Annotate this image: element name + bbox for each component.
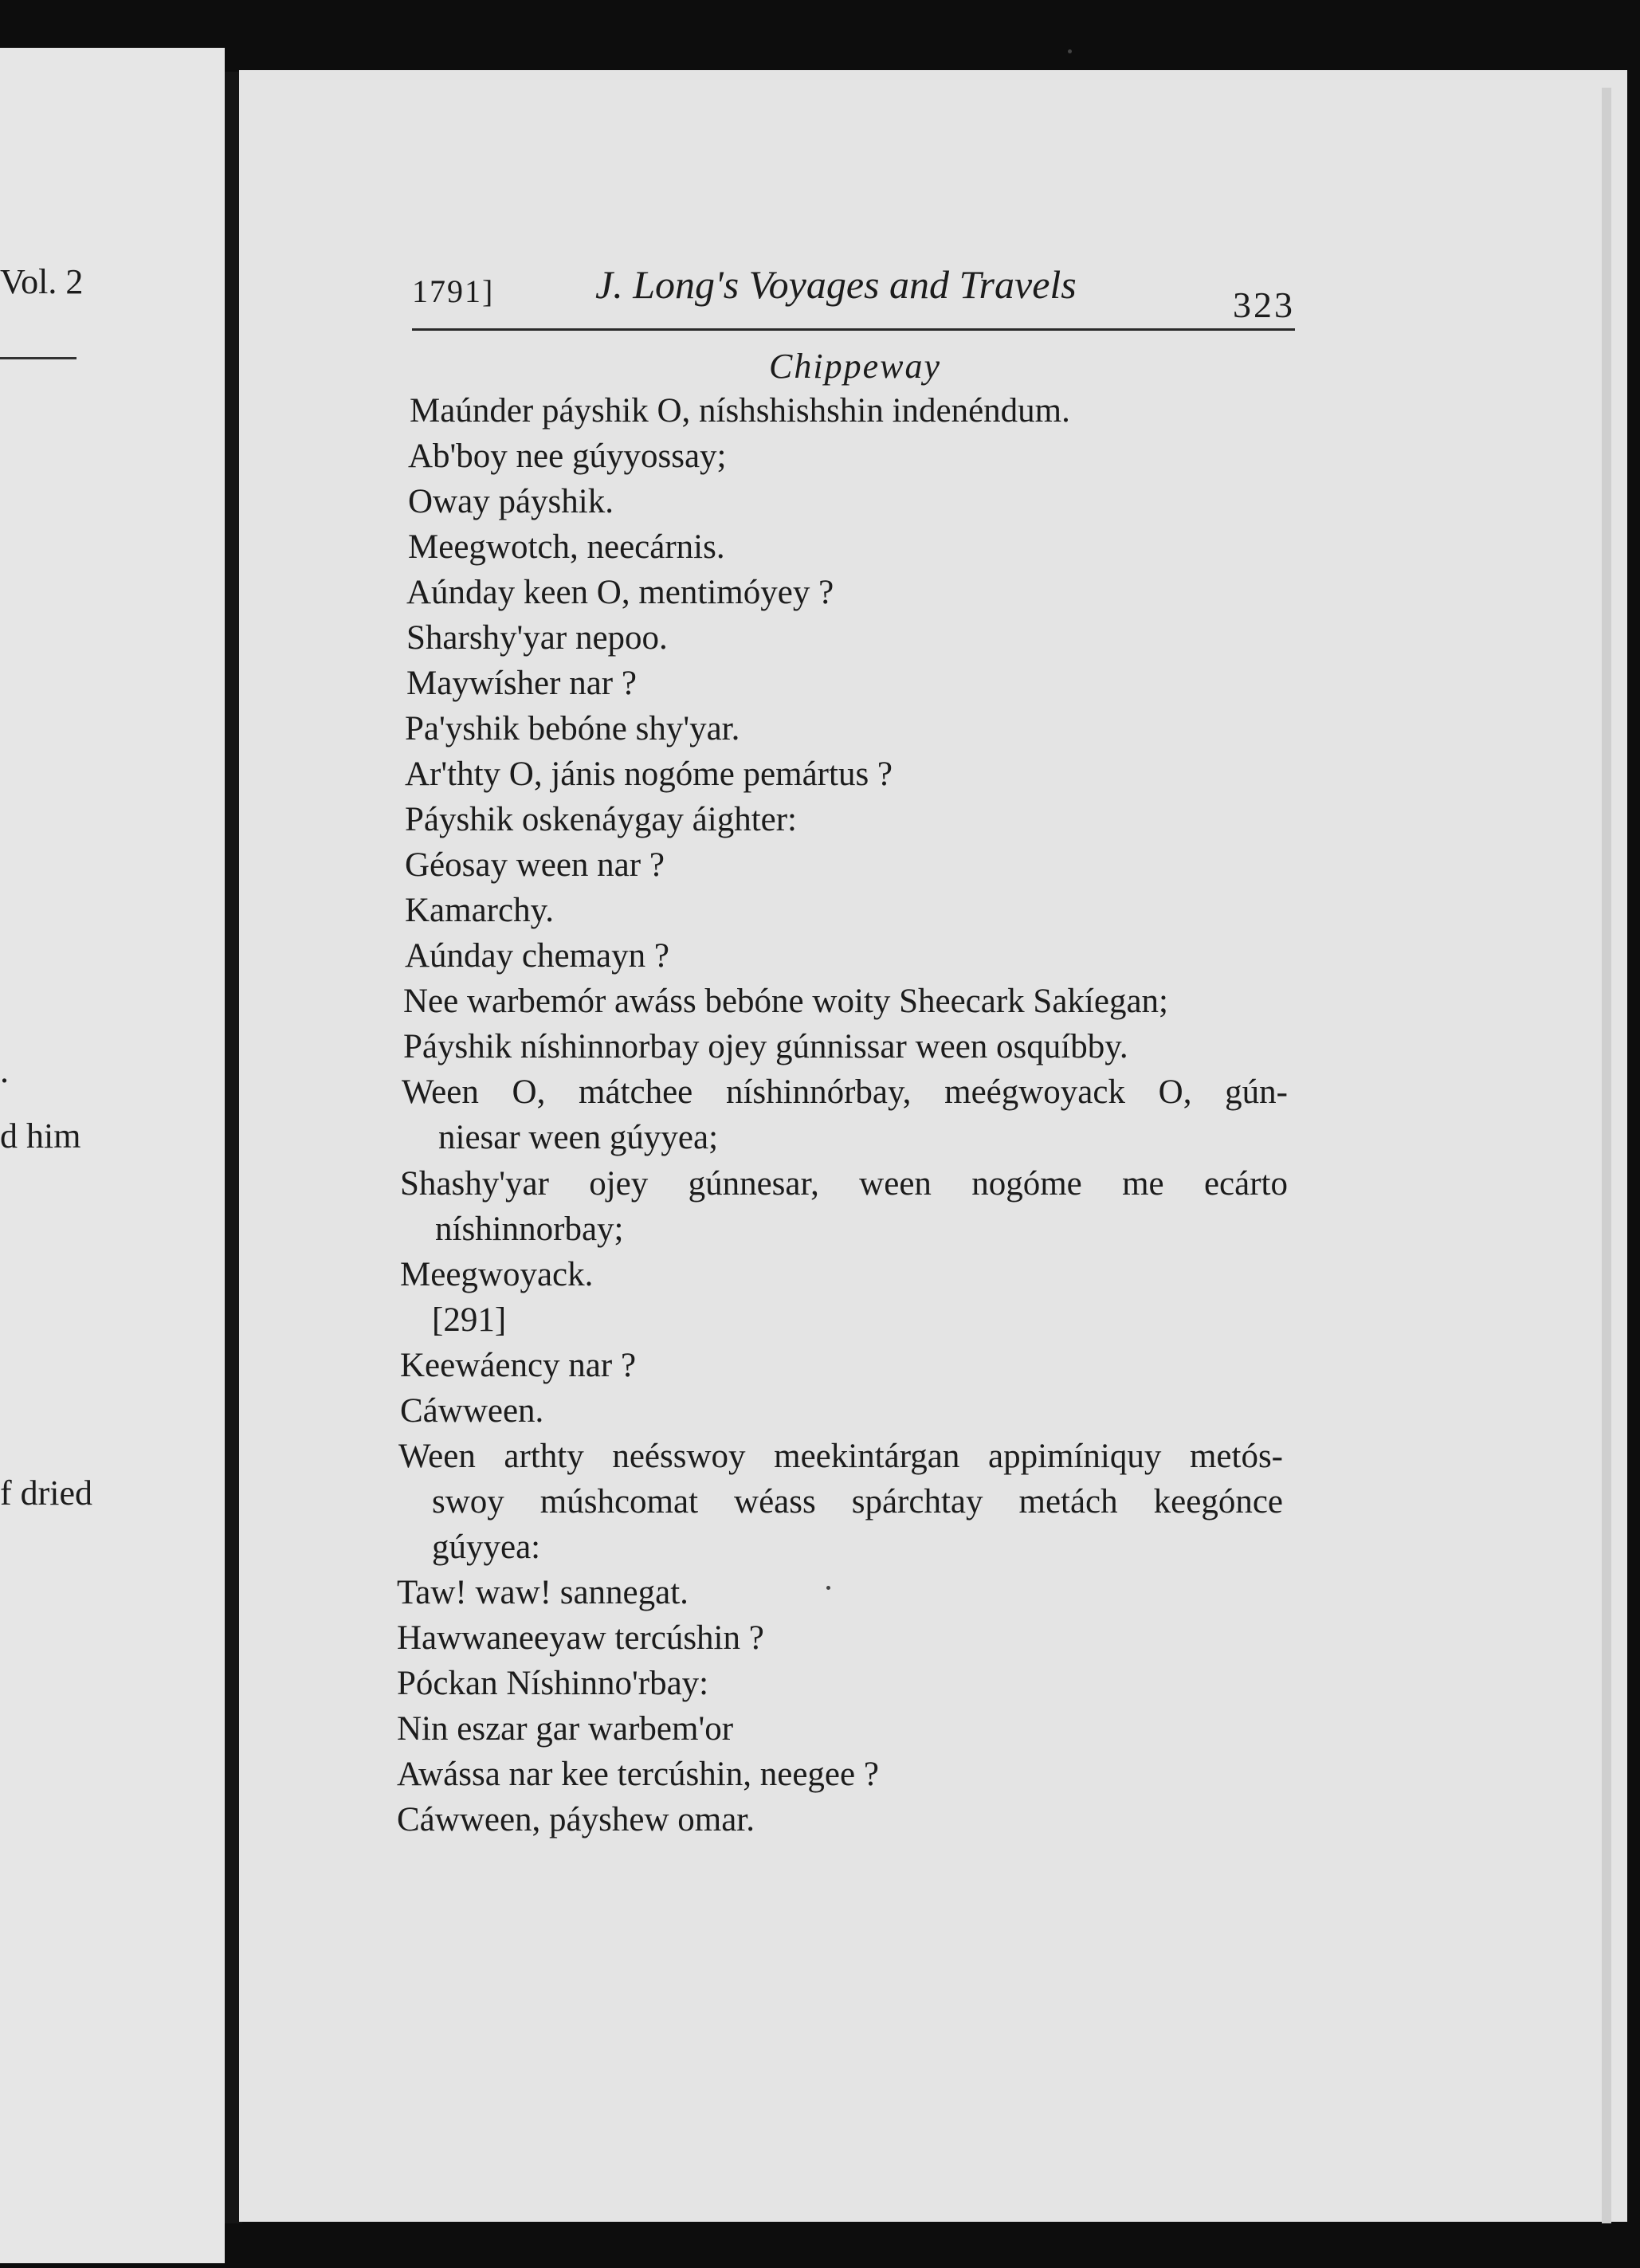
text-line: Póckan Níshinno'rbay:	[397, 1665, 709, 1702]
text-line: niesar ween gúyyea;	[438, 1119, 719, 1156]
text-line: Ar'thty O, jánis nogóme pemártus ?	[405, 755, 893, 793]
text-line: Taw! waw! sannegat.	[397, 1574, 689, 1611]
text-line: Cáwween, páyshew omar.	[397, 1801, 755, 1838]
page-number: 323	[1233, 284, 1295, 325]
text-line: Páyshik oskenáygay áighter:	[405, 801, 798, 838]
left-page-fragment: d him	[0, 1116, 81, 1156]
text-line: Nin eszar gar warbem'or	[397, 1710, 734, 1748]
page-edge	[1602, 88, 1611, 2223]
text-line: Meegwoyack.	[400, 1256, 594, 1293]
text-line: gúyyea:	[432, 1528, 541, 1566]
text-line: Pa'yshik bebóne shy'yar.	[405, 710, 740, 747]
text-line: Ab'boy nee gúyyossay;	[408, 438, 727, 475]
text-line: Awássa nar kee tercúshin, neegee ?	[397, 1756, 879, 1793]
text-line: [291]	[432, 1301, 507, 1339]
text-line: Géosay ween nar ?	[405, 846, 665, 884]
text-line: Cáwween.	[400, 1392, 544, 1430]
running-head-title: J. Long's Voyages and Travels	[595, 262, 1077, 307]
text-line: Kamarchy.	[405, 892, 555, 929]
left-facing-page	[0, 48, 225, 2263]
text-line: Maywísher nar ?	[406, 665, 637, 702]
text-line: swoy múshcomat wéass spárchtay metách keegónce	[432, 1483, 1283, 1521]
text-line: Oway páyshik.	[408, 483, 614, 520]
header-rule	[412, 328, 1295, 331]
text-line: Meegwotch, neecárnis.	[408, 528, 725, 566]
text-line: Hawwaneeyaw tercúshin ?	[397, 1619, 764, 1657]
print-speck	[1068, 49, 1072, 53]
text-line: Ween O, mátchee níshinnórbay, meégwoyack O, gún-	[402, 1073, 1288, 1111]
text-line: Páyshik níshinnorbay ojey gúnnissar ween osquíbby.	[403, 1028, 1128, 1065]
left-page-fragment: f dried	[0, 1473, 93, 1513]
text-line: Nee warbemór awáss bebóne woity Sheecark Sakíegan;	[403, 983, 1168, 1020]
section-title: Chippeway	[769, 347, 941, 386]
text-line: Ween arthty neésswoy meekintárgan appimíniquy metós-	[398, 1438, 1283, 1475]
text-line: níshinnorbay;	[435, 1211, 624, 1248]
text-line: Sharshy'yar nepoo.	[406, 619, 668, 657]
running-head	[412, 261, 1295, 333]
text-line: Maúnder páyshik O, níshshishshin indenéndum.	[410, 392, 1070, 430]
text-line: Aúnday keen O, mentimóyey ?	[406, 574, 834, 611]
left-page-rule	[0, 357, 77, 359]
text-line: Aúnday chemayn ?	[405, 937, 669, 975]
text-line: Keewáency nar ?	[400, 1347, 637, 1384]
running-head-year: 1791]	[412, 273, 495, 309]
left-page-fragment: .	[0, 1051, 9, 1090]
text-line: Shashy'yar ojey gúnnesar, ween nogóme me ecárto	[400, 1165, 1288, 1203]
print-speck	[826, 1586, 830, 1590]
left-page-volume-label: Vol. 2	[0, 262, 84, 301]
